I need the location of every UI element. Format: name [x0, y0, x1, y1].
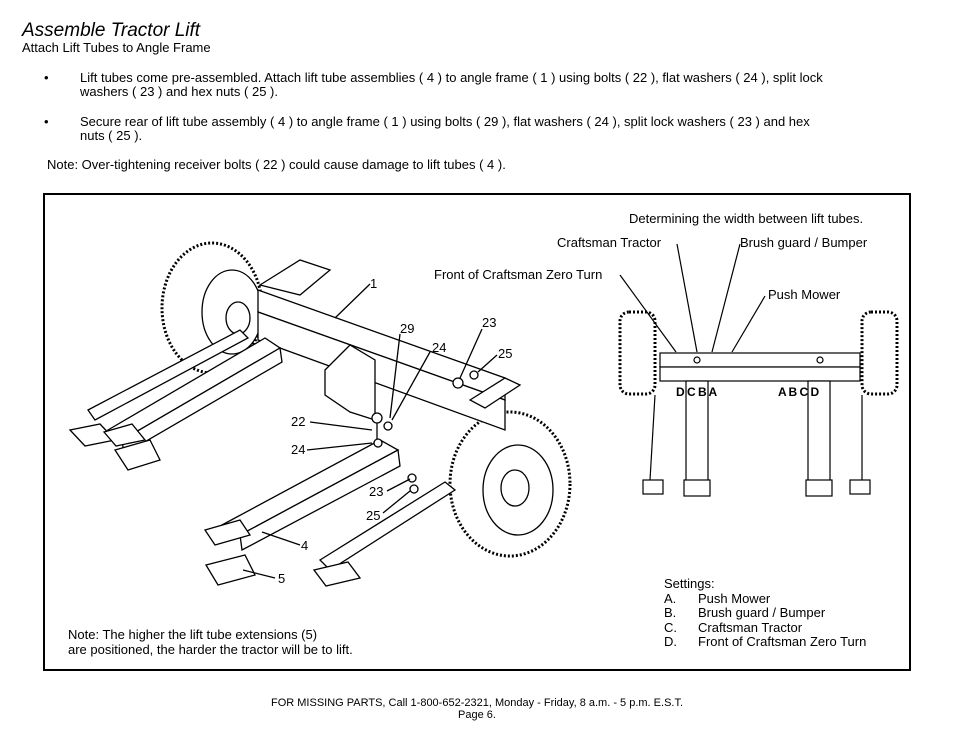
callout-25: 25	[498, 346, 513, 361]
settings-row: D. Front of Craftsman Zero Turn	[664, 634, 867, 650]
settings-heading: Settings:	[664, 576, 715, 591]
overtighten-note: Note: Over-tightening receiver bolts ( 22 ) could cause damage to lift tubes ( 4 ).	[47, 157, 506, 172]
callout-1: 1	[370, 276, 378, 291]
instruction-line: washers ( 23 ) and hex nuts ( 25 ).	[80, 84, 278, 99]
bullet-marker: •	[44, 70, 49, 85]
callout-23: 23	[482, 315, 497, 330]
callout-25: 25	[366, 508, 381, 523]
label-front-zero-turn: Front of Craftsman Zero Turn	[434, 267, 603, 282]
lift-height-note: Note: The higher the lift tube extensions (5) are positioned, the harder the tractor will be to lift.	[68, 627, 353, 657]
bullet-marker: •	[44, 114, 49, 129]
label-push-mower: Push Mower	[768, 287, 841, 302]
callout-22: 22	[291, 414, 306, 429]
label-brush-guard: Brush guard / Bumper	[740, 235, 868, 250]
callout-23: 23	[369, 484, 384, 499]
callout-5: 5	[278, 571, 286, 586]
callout-4: 4	[301, 538, 309, 553]
page-subtitle: Attach Lift Tubes to Angle Frame	[22, 40, 211, 55]
settings-row: B. Brush guard / Bumper	[664, 605, 826, 621]
width-diagram-title: Determining the width between lift tubes.	[629, 211, 864, 226]
settings-legend	[664, 577, 866, 650]
settings-row: A. Push Mower	[664, 590, 771, 606]
callout-24: 24	[291, 442, 306, 457]
page-title: Assemble Tractor Lift	[22, 20, 201, 41]
position-markers-right: A B C D	[778, 385, 820, 399]
settings-row: C. Craftsman Tractor	[664, 619, 803, 635]
instruction-line: Lift tubes come pre-assembled. Attach lift tube assemblies ( 4 ) to angle frame ( 1 ) using bolts ( 22 ), flat washers ( 24 ), split lock	[80, 70, 823, 85]
callout-29: 29	[400, 321, 415, 336]
instruction-line: nuts ( 25 ).	[80, 128, 143, 143]
instruction-line: Secure rear of lift tube assembly ( 4 ) to angle frame ( 1 ) using bolts ( 29 ), flat washers ( 24 ), split lock washers ( 23 ) and hex	[80, 114, 810, 129]
label-craftsman-tractor: Craftsman Tractor	[557, 235, 662, 250]
footer-contact: FOR MISSING PARTS, Call 1-800-652-2321, Monday - Friday, 8 a.m. - 5 p.m. E.S.T.	[270, 697, 684, 709]
footer-page-number: Page 6.	[458, 709, 496, 721]
position-markers-left: D C B A	[676, 385, 718, 399]
callout-24: 24	[432, 340, 447, 355]
